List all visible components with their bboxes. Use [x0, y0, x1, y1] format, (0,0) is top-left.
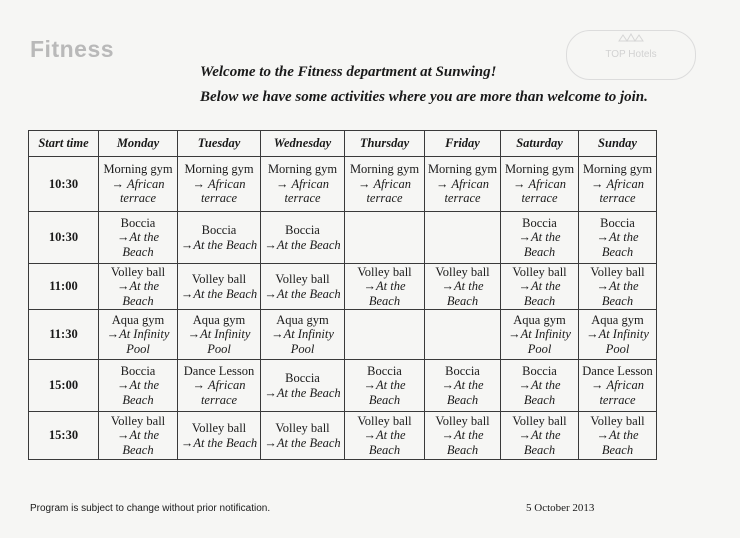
header-monday: Monday [99, 131, 178, 157]
activity-location: →At the Beach [116, 230, 159, 259]
activity-name: Volley ball [110, 264, 166, 279]
activity-cell [425, 157, 501, 212]
activity-name: Morning gym [184, 162, 254, 177]
start-time-cell: 10:30 [29, 212, 99, 264]
intro-heading: Below we have some activities where you are more than welcome to join. [200, 89, 648, 105]
activity-cell [501, 157, 579, 212]
activity-location: →At the Beach [441, 378, 484, 407]
activity-name: Aqua gym [276, 312, 329, 327]
activity-name: Volley ball [435, 413, 490, 428]
activity-name: Volley ball [275, 272, 330, 286]
activity-location: → African terrace [276, 176, 329, 206]
activity-location: →At the Beach [441, 279, 484, 308]
table-row [29, 310, 657, 360]
activity-location: →At the Beach [518, 230, 561, 259]
activity-cell [425, 310, 501, 360]
activity-name: Boccia [522, 363, 557, 378]
activity-cell [99, 157, 178, 212]
welcome-heading: Welcome to the Fitness department at Sunwing! [200, 64, 497, 80]
activity-cell [579, 310, 657, 360]
start-time-cell: 11:30 [29, 310, 99, 360]
activity-cell [99, 212, 178, 264]
header-tuesday: Tuesday [178, 131, 261, 157]
start-time-cell: 15:00 [29, 360, 99, 412]
activity-cell [178, 412, 261, 460]
activity-cell [345, 264, 425, 310]
activity-cell [501, 360, 579, 412]
activity-cell [579, 212, 657, 264]
activity-location: →At Infinity Pool [271, 327, 334, 356]
table-row [29, 412, 657, 460]
header-friday: Friday [425, 131, 501, 157]
activity-location: →At the Beach [180, 237, 258, 252]
activity-name: Morning gym [267, 162, 338, 177]
activity-cell [345, 412, 425, 460]
activity-cell [501, 310, 579, 360]
activity-cell [99, 412, 178, 460]
activity-name: Volley ball [191, 421, 247, 435]
activity-cell [425, 212, 501, 264]
activity-location: →At the Beach [596, 279, 639, 308]
start-time-cell: 15:30 [29, 412, 99, 460]
activity-cell [261, 310, 345, 360]
activity-cell [178, 157, 261, 212]
activity-name: Boccia [285, 223, 320, 237]
activity-name: Aqua gym [111, 312, 165, 327]
activity-location: →At the Beach [264, 385, 341, 400]
activity-name: Volley ball [357, 413, 412, 428]
activity-name: Morning gym [349, 162, 420, 177]
activity-name: Volley ball [590, 264, 645, 279]
activity-location: →At the Beach [264, 435, 341, 450]
activity-cell [501, 212, 579, 264]
activity-name: Morning gym [504, 162, 575, 177]
activity-location: →At Infinity Pool [187, 327, 251, 356]
start-time-cell: 10:30 [29, 157, 99, 212]
table-row [29, 360, 657, 412]
activity-name: Volley ball [512, 264, 567, 279]
activity-cell [579, 157, 657, 212]
activity-location: → African terrace [192, 378, 246, 407]
activity-location: → African terrace [591, 378, 644, 407]
activity-cell [345, 310, 425, 360]
activity-location: →At the Beach [116, 378, 159, 407]
activity-location: → African terrace [513, 176, 566, 206]
header-sunday: Sunday [579, 131, 657, 157]
activity-cell [261, 264, 345, 310]
activity-location: → African terrace [591, 176, 644, 206]
activity-cell [425, 360, 501, 412]
activity-cell [261, 360, 345, 412]
activity-location: →At the Beach [363, 428, 406, 457]
activity-cell [261, 212, 345, 264]
activity-name: Dance Lesson [582, 363, 653, 378]
activity-name: Morning gym [103, 162, 173, 177]
activity-name: Boccia [600, 215, 635, 230]
activity-cell [99, 360, 178, 412]
activity-location: →At the Beach [180, 435, 258, 450]
activity-name: Boccia [522, 215, 557, 230]
activity-cell [178, 212, 261, 264]
header-wednesday: Wednesday [261, 131, 345, 157]
schedule-body [29, 157, 657, 460]
activity-location: →At the Beach [116, 428, 159, 457]
activity-location: →At the Beach [596, 428, 639, 457]
activity-location: →At the Beach [363, 378, 406, 407]
activity-name: Volley ball [275, 421, 330, 435]
activity-name: Volley ball [191, 272, 247, 286]
activity-cell [425, 264, 501, 310]
activity-cell [345, 360, 425, 412]
activity-name: Aqua gym [591, 312, 644, 327]
activity-location: →At the Beach [518, 279, 561, 308]
activity-cell [579, 264, 657, 310]
activity-location: → African terrace [192, 176, 246, 206]
activity-name: Aqua gym [513, 312, 566, 327]
activity-cell [425, 412, 501, 460]
activity-cell [178, 310, 261, 360]
activity-name: Aqua gym [192, 312, 246, 327]
activity-name: Boccia [367, 363, 402, 378]
header-thursday: Thursday [345, 131, 425, 157]
footer-date: 5 October 2013 [526, 502, 595, 514]
activity-cell [99, 264, 178, 310]
activity-name: Volley ball [435, 264, 490, 279]
brand-title: Fitness [30, 36, 115, 62]
activity-location: → African terrace [358, 176, 411, 206]
footer-note: Program is subject to change without prior notification. [30, 503, 271, 514]
activity-location: → African terrace [111, 176, 165, 206]
activity-cell [501, 412, 579, 460]
activity-name: Boccia [285, 371, 320, 385]
activity-cell [579, 412, 657, 460]
activity-cell [261, 412, 345, 460]
activity-name: Morning gym [427, 162, 498, 177]
activity-location: →At the Beach [180, 286, 258, 301]
activity-name: Boccia [445, 363, 480, 378]
activity-name: Volley ball [512, 413, 567, 428]
activity-location: →At the Beach [441, 428, 484, 457]
activity-name: Boccia [120, 363, 156, 378]
activity-cell [345, 212, 425, 264]
activity-location: →At the Beach [264, 237, 341, 252]
header-row [29, 131, 657, 157]
activity-name: Boccia [201, 223, 237, 237]
activity-cell [178, 360, 261, 412]
logo-text: TOP Hotels [605, 49, 657, 60]
header-saturday: Saturday [501, 131, 579, 157]
activity-location: → African terrace [436, 176, 489, 206]
start-time-cell: 11:00 [29, 264, 99, 310]
activity-location: →At the Beach [116, 279, 159, 308]
activity-location: →At the Beach [363, 279, 406, 308]
header-start-time: Start time [29, 131, 99, 157]
activity-location: →At the Beach [518, 428, 561, 457]
activity-cell [345, 157, 425, 212]
activity-cell [579, 360, 657, 412]
activity-location: →At Infinity Pool [508, 327, 571, 356]
activity-location: →At the Beach [596, 230, 639, 259]
activity-name: Boccia [120, 215, 156, 230]
activity-cell [99, 310, 178, 360]
activity-location: →At the Beach [264, 286, 341, 301]
activity-name: Morning gym [582, 162, 653, 177]
activity-cell [178, 264, 261, 310]
activity-location: →At Infinity Pool [586, 327, 649, 356]
table-row [29, 212, 657, 264]
schedule-table [28, 130, 657, 460]
activity-name: Dance Lesson [183, 363, 255, 378]
table-row [29, 264, 657, 310]
activity-name: Volley ball [590, 413, 645, 428]
activity-location: →At the Beach [518, 378, 561, 407]
activity-name: Volley ball [110, 413, 166, 428]
activity-cell [501, 264, 579, 310]
activity-location: →At Infinity Pool [106, 327, 170, 356]
activity-name: Volley ball [357, 264, 412, 279]
activity-cell [261, 157, 345, 212]
table-row [29, 157, 657, 212]
